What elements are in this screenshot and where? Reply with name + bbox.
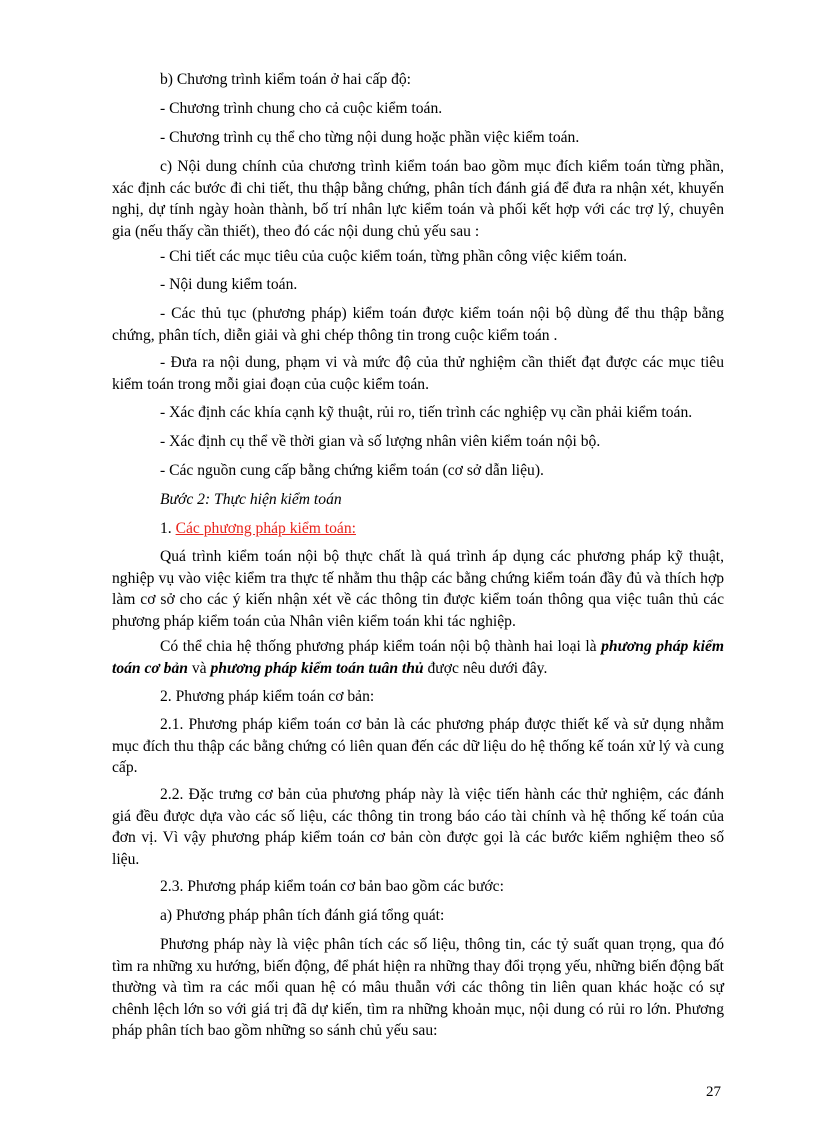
list-item: - Đưa ra nội dung, phạm vi và mức độ của thử nghiệm cần thiết đạt được các mục tiêu kiểm toán trong mỗi giai đoạn của cuộc kiểm toán. [112, 354, 724, 393]
heading-b: b) Chương trình kiểm toán ở hai cấp độ: [160, 71, 412, 88]
paragraph-c: c) Nội dung chính của chương trình kiểm toán bao gồm mục đích kiểm toán từng phần, xác định các bước đi chi tiết, thu thập bằng chứng, phân tích đánh giá để đưa ra nhận xét, khuyến nghị, dự tính ngày hoàn thành, bố trí nhân lực kiểm toán và phối kết hợp với các trợ lý, chuyên gia (nếu thấy cần thiết), theo đó các nội dung chủ yếu sau : [112, 158, 724, 240]
section-title: Các phương pháp kiểm toán: [175, 520, 356, 537]
paragraph-mixed [112, 636, 724, 679]
text-run: và [187, 659, 211, 677]
section-heading: 2. Phương pháp kiểm toán cơ bản: [160, 688, 375, 705]
list-item: - Chi tiết các mục tiêu của cuộc kiểm toán, từng phần công việc kiểm toán. [160, 248, 628, 265]
list-item: - Xác định cụ thể về thời gian và số lượng nhân viên kiểm toán nội bộ. [160, 433, 601, 450]
paragraph: a) Phương pháp phân tích đánh giá tổng quát: [160, 907, 445, 924]
paragraph: 2.3. Phương pháp kiểm toán cơ bản bao gồm các bước: [160, 878, 504, 895]
paragraph: Quá trình kiểm toán nội bộ thực chất là quá trình áp dụng các phương pháp kỹ thuật, nghiệp vụ vào việc kiểm tra thực tế nhằm thu thập các bằng chứng kiểm toán đầy đủ và thích hợp làm cơ sở cho các ý kiến nhận xét về các thông tin được kiểm toán thông qua việc tuân thủ các phương pháp kiểm toán của Nhân viên kiểm toán khi tác nghiệp. [112, 548, 724, 630]
list-item: - Các thủ tục (phương pháp) kiểm toán được kiểm toán nội bộ dùng để thu thập bằng chứng, phân tích, diễn giải và ghi chép thông tin trong cuộc kiểm toán . [112, 305, 724, 344]
list-item: - Các nguồn cung cấp bằng chứng kiểm toán (cơ sở dẫn liệu). [160, 462, 544, 479]
section-heading [112, 518, 724, 540]
text-run: Có thể chia hệ thống phương pháp kiểm toán nội bộ thành hai loại là [160, 638, 602, 655]
list-item: - Nội dung kiểm toán. [160, 276, 298, 293]
bold-term: phương pháp kiểm toán tuân thủ [210, 659, 424, 677]
paragraph: 2.2. Đặc trưng cơ bản của phương pháp này là việc tiến hành các thử nghiệm, các đánh giá đều được dựa vào các số liệu, các thông tin trong báo cáo tài chính và hệ thống kế toán của đơn vị. Vì vậy phương pháp kiểm toán cơ bản còn được gọi là các bước kiểm nghiệm theo số liệu. [112, 786, 724, 868]
step-heading: Bước 2: Thực hiện kiểm toán [160, 491, 342, 508]
list-item: - Chương trình cụ thể cho từng nội dung hoặc phần việc kiểm toán. [160, 129, 580, 146]
list-item: - Xác định các khía cạnh kỹ thuật, rủi ro, tiến trình các nghiệp vụ cần phải kiểm toán. [160, 404, 693, 421]
paragraph: Phương pháp này là việc phân tích các số liệu, thông tin, các tỷ suất quan trọng, qua đó tìm ra những xu hướng, biến động, để phát hiện ra những thay đổi trọng yếu, những biến động bất thường và tìm ra các mối quan hệ có mâu thuẫn với các thông tin liên quan khác hoặc có sự chênh lệch lớn so với giá trị đã dự kiến, tìm ra những khoản mục, nội dung có rủi ro lớn. Phương pháp phân tích bao gồm những so sánh chủ yếu sau: [112, 936, 724, 1039]
paragraph: 2.1. Phương pháp kiểm toán cơ bản là các phương pháp được thiết kế và sử dụng nhằm mục đích thu thập các bằng chứng có liên quan đến các dữ liệu do hệ thống kế toán xử lý và cung cấp. [112, 716, 724, 776]
text-run: được nêu dưới đây. [423, 659, 548, 677]
section-number: 1. [160, 520, 176, 537]
page-number: 27 [706, 1084, 721, 1100]
bold-term: phương pháp kiểm toán cơ bản [112, 638, 724, 677]
list-item: - Chương trình chung cho cả cuộc kiểm toán. [160, 100, 443, 117]
